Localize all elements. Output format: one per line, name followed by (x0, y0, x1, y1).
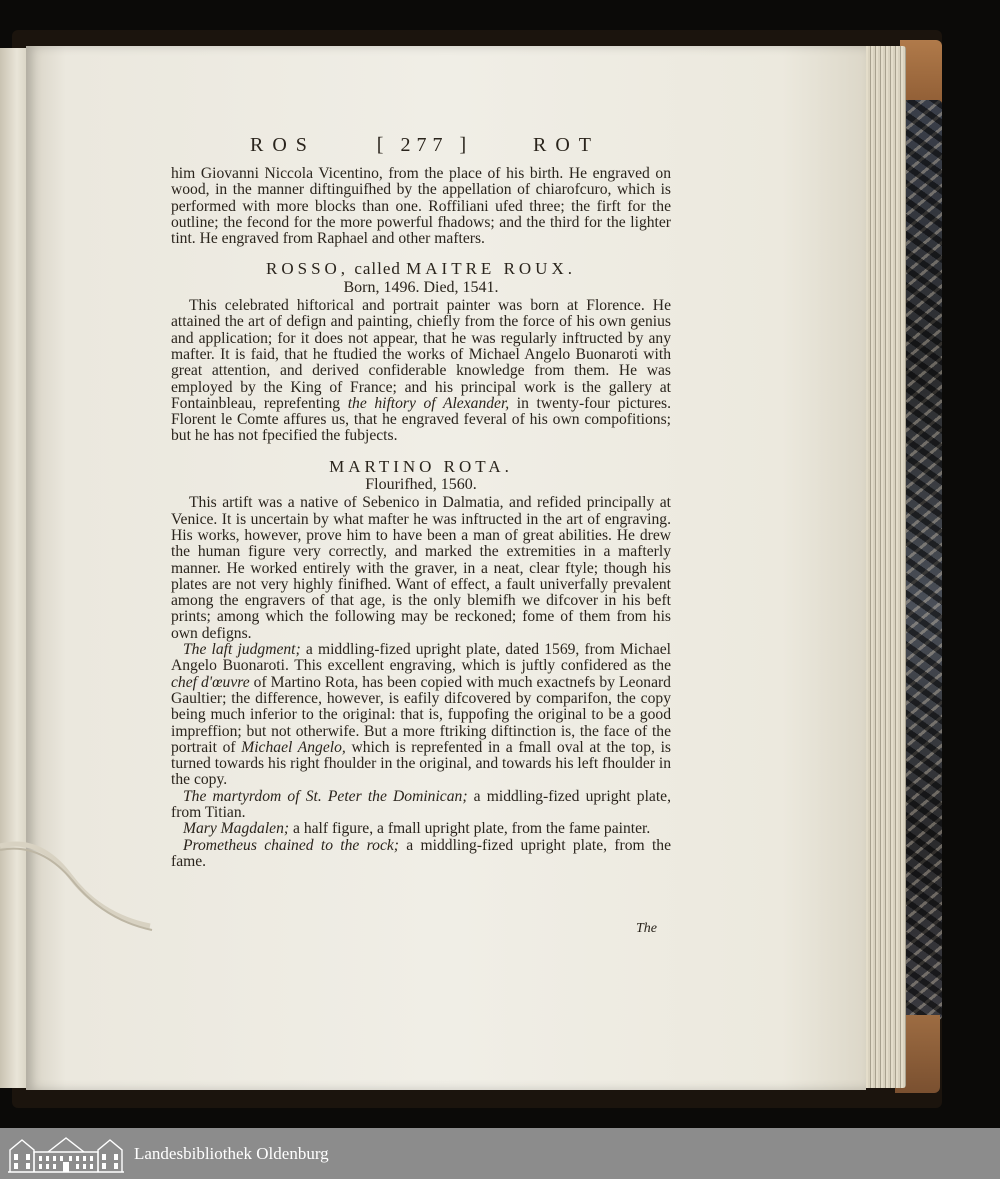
running-head-right: ROT (532, 134, 600, 156)
work-text: which is reprefented in a fmall oval at the top, is turned towards his right fhoulder in the original, and towards his left fhoulder in the copy. (171, 738, 671, 789)
rota-name: MARTINO ROTA. (329, 456, 513, 476)
work-title: Prometheus chained to the rock; (183, 836, 399, 854)
work-title: The laft judgment; (183, 641, 301, 659)
work-text: a middling-fized upright plate, from Titian. (171, 787, 671, 821)
rosso-dates: Born, 1496. Died, 1541. (343, 278, 499, 296)
bookmark-ribbon (0, 836, 160, 936)
rota-work-prometheus (171, 838, 671, 871)
work-title: Mary Magdalen; (183, 820, 290, 838)
work-title: The martyrdom of St. Peter the Dominican; (183, 787, 468, 805)
rota-work-martyrdom (171, 789, 671, 822)
library-building-logo-icon (8, 1134, 124, 1174)
work-text: of Martino Rota, has been copied with much exactnefs by Leonard Gaultier; the difference, however, is eafily difcovered by comparifon, the copy being much inferior to the original: that is, fuppofing the original to be a good impreffion; but not otherwife. But a more ftriking diftinction is, the face of the portrait of (171, 673, 671, 756)
rosso-bio-part-1: This celebrated hiftorical and portrait painter was born at Florence. He attained the art of defign and painting, chiefly from the force of his own genius and application; for it does not appear, that he was regularly inftructed by any mafter. It is faid, that he ftudied the works of Michael Angelo Buonaroti with great attention, and derived confiderable knowledge from them. He was employed by the King of France; and his principal work is the gallery at Fontainbleau, reprefenting (171, 297, 671, 412)
intro-paragraph: him Giovanni Niccola Vicentino, from the place of his birth. He engraved on wood, in the manner diftinguifhed by the appellation of chiarofcuro, which is performed with more blocks than one. Roffiliani ufed three; the firft for the outline; the fecond for the more powerful fhadows; and the third for the lighter tint. He engraved from Raphael and other mafters. (171, 165, 671, 248)
catchword: The (636, 921, 657, 936)
rosso-alias: MAITRE ROUX. (406, 259, 576, 279)
footer-bar (0, 1128, 1000, 1179)
work-emphasis: Michael Angelo, (241, 738, 346, 756)
rota-heading (171, 456, 671, 476)
work-text: a middling-fized upright plate, dated 1569, from Michael Angelo Buonaroti. This excellent engraving, which is juftly confidered as the (171, 641, 672, 675)
rota-work-magdalen (171, 821, 671, 837)
work-text: a middling-fized upright plate, from the fame. (171, 836, 672, 870)
running-head-left: ROS (250, 134, 316, 156)
page-number: [ 277 ] (376, 134, 473, 156)
rosso-bio-part-2: in twenty-four pictures. Florent le Comte affures us, that he engraved feveral of his own compofitions; but he has not fpecified the fubjects. (171, 394, 671, 445)
rosso-work-title: the hiftory of Alexander, (347, 394, 510, 412)
rosso-heading (171, 261, 671, 277)
rota-dates: Flourifhed, 1560. (365, 476, 477, 494)
marbled-endpaper (900, 100, 942, 1020)
rota-work-last-judgment (171, 642, 671, 789)
work-text: a half figure, a fmall upright plate, from the fame painter. (293, 820, 651, 838)
rosso-biography (171, 298, 671, 445)
rosso-called: called (354, 259, 401, 279)
library-name: Landesbibliothek Oldenburg (134, 1143, 329, 1163)
rota-biography: This artift was a native of Sebenico in Dalmatia, and refided principally at Venice. It is uncertain by what mafter he was inftructed in the art of engraving. His works, however, prove him to have been a man of great abilities. He drew the human figure very correctly, and marked the extremities in a mafterly manner. He worked entirely with the graver, in a neat, clear ftyle; though his plates are not very highly finifhed. Want of effect, a fault univerfally prevalent among the engravers of that age, is the only blemifh we difcover in his beft prints; among which the following may be reckoned; fome of them from his own defigns. (171, 494, 671, 642)
rosso-name: ROSSO, (266, 259, 350, 279)
work-emphasis: chef d'œuvre (171, 673, 250, 691)
page-text (171, 166, 671, 870)
running-head (250, 134, 600, 157)
